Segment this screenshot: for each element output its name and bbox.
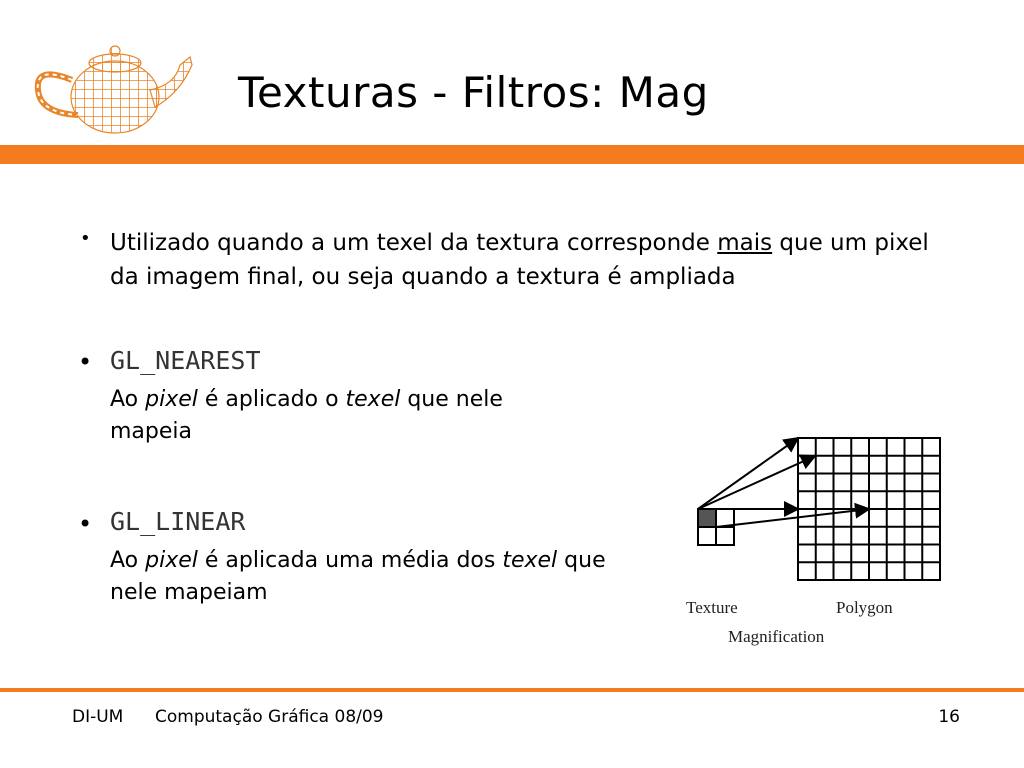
bullet-icon: • <box>78 348 93 376</box>
gl-linear-description <box>110 545 650 609</box>
title-divider-bar <box>0 145 1024 164</box>
desc-text: é aplicado o <box>197 387 346 412</box>
desc-italic-texel: texel <box>502 548 558 573</box>
bullet1-text-part: que um pixel da imagem final, ou seja quando a textura é ampliada <box>110 230 929 290</box>
teapot-logo-icon <box>30 35 200 140</box>
desc-italic-texel: texel <box>345 387 401 412</box>
bullet-utilizado <box>110 226 930 294</box>
desc-text: Ao <box>110 387 146 412</box>
polygon-label: Polygon <box>836 598 893 617</box>
bullet-icon: • <box>80 228 91 249</box>
desc-text: que nele mapeiam <box>110 548 606 605</box>
texture-label: Texture <box>686 598 738 617</box>
gl-nearest-description <box>110 384 590 448</box>
footer-divider-bar <box>0 688 1024 692</box>
bullet1-text-part: Utilizado quando a um texel da textura corresponde <box>110 230 718 256</box>
magnification-diagram <box>680 430 950 655</box>
bullet-icon: • <box>78 510 93 538</box>
desc-text: é aplicada uma média dos <box>197 548 503 573</box>
magnification-caption: Magnification <box>728 627 825 646</box>
slide-title: Texturas - Filtros: Mag <box>238 68 709 117</box>
desc-text: que nele mapeia <box>110 387 503 444</box>
footer-org: DI-UM <box>72 707 124 727</box>
gl-linear-heading: GL_LINEAR <box>110 507 246 536</box>
desc-italic-pixel: pixel <box>145 387 198 412</box>
page-number: 16 <box>938 707 960 727</box>
footer-course: Computação Gráfica 08/09 <box>155 707 384 727</box>
mapping-arrows <box>698 438 869 527</box>
bullet1-underlined-word: mais <box>717 230 773 256</box>
desc-italic-pixel: pixel <box>145 548 198 573</box>
desc-text: Ao <box>110 548 146 573</box>
gl-nearest-heading: GL_NEAREST <box>110 346 261 375</box>
